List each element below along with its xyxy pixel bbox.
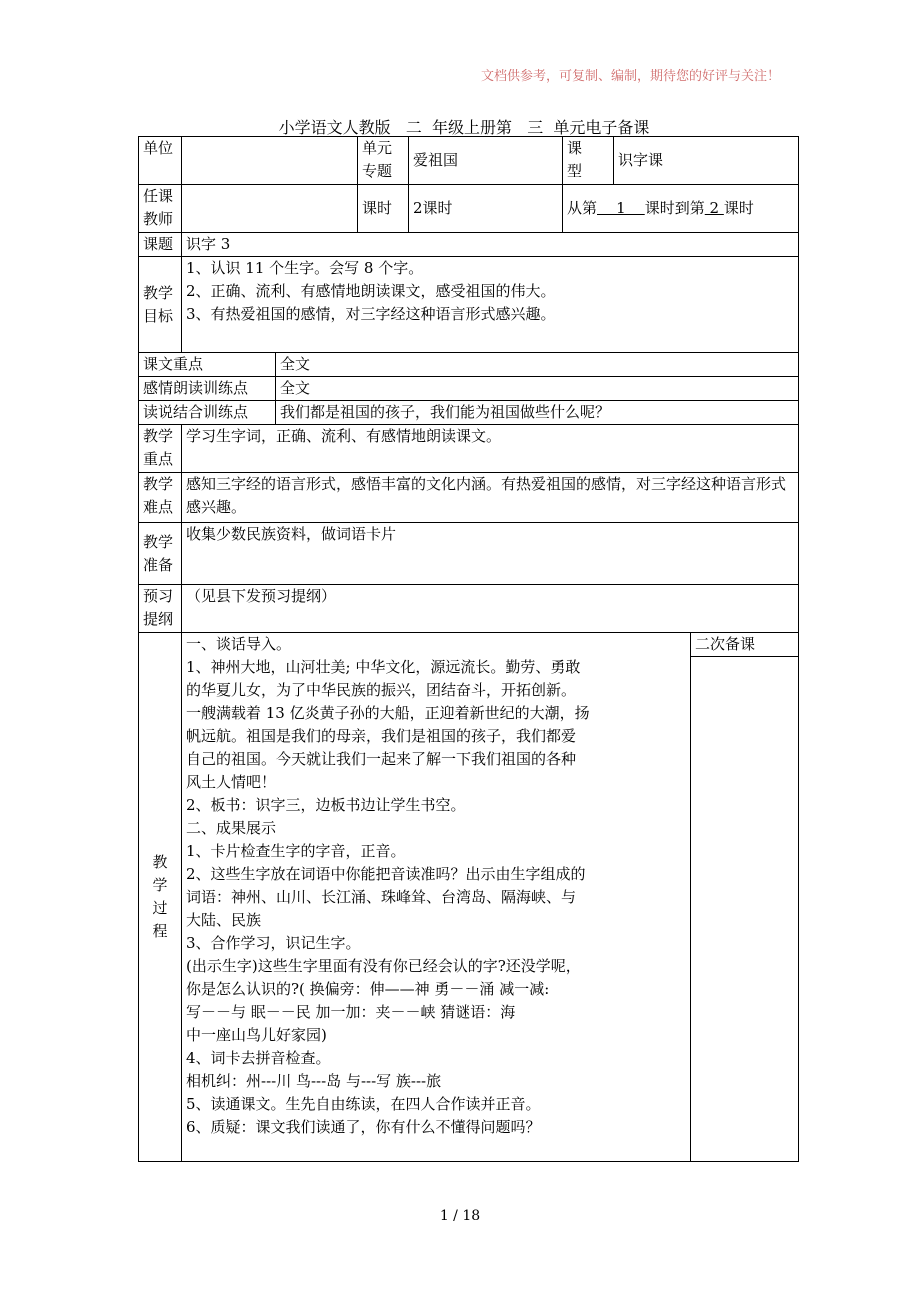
focus-label: 教学 重点 (139, 425, 182, 473)
period-range (563, 185, 799, 233)
prep-label: 教学 准备 (139, 523, 182, 585)
process-line: 2、板书：识字三，边板书边让学生书空。 (186, 796, 466, 814)
teacher-label: 任课 教师 (139, 185, 182, 233)
hours-value: 2课时 (409, 185, 563, 233)
watermark: 文档供参考，可复制、编制，期待您的好评与关注！ (480, 69, 780, 84)
process-line: 的华夏儿女，为了中华民族的振兴，团结奋斗，开拓创新。 (186, 681, 577, 699)
reading-label: 感情朗读训练点 (139, 377, 276, 401)
focus-value: 学习生字词，正确、流利、有感情地朗读课文。 (182, 425, 799, 473)
process-line: 中一座山鸟儿好家园) (186, 1026, 327, 1044)
period-end: 2 (704, 199, 724, 217)
process-line: 写－－与 眠－－民 加一加：夹－－峡 猜谜语：海 (186, 1003, 516, 1021)
document-title: 小学语文人教版 二 年级上册第 三 单元电子备课 (278, 118, 650, 137)
process-line: 词语：神州、山川、长江涌、珠峰耸、台湾岛、隔海峡、与 (186, 888, 577, 906)
page-number: 1 / 18 (439, 1208, 481, 1224)
key-text-label: 课文重点 (139, 353, 276, 377)
process-line: 一、谈话导入。 (186, 635, 292, 653)
unit-value (182, 137, 358, 185)
speaking-label: 读说结合训练点 (139, 401, 276, 425)
unit-label: 单位 (139, 137, 182, 185)
row-key-text (139, 353, 799, 377)
process-content (182, 633, 691, 1162)
lesson-value: 识字 3 (182, 233, 799, 257)
type-value: 识字课 (614, 137, 799, 185)
type-label: 课 型 (563, 137, 614, 185)
period-start: 1 (597, 199, 645, 217)
process-line: 4、词卡去拼音检查。 (186, 1049, 331, 1067)
lesson-plan-table (138, 136, 799, 1162)
speaking-value: 我们都是祖国的孩子，我们能为祖国做些什么呢？ (276, 401, 799, 425)
period-middle: 课时到第 (644, 199, 705, 217)
process-line: 风土人情吧！ (186, 773, 277, 791)
process-line: 1、神州大地，山河壮美; 中华文化，源远流长。勤劳、勇敢 (186, 658, 581, 676)
row-goals (139, 257, 799, 353)
preview-value: （见县下发预习提纲） (182, 585, 799, 633)
row-teacher (139, 185, 799, 233)
process-line: 帆远航。祖国是我们的母亲，我们是祖国的孩子，我们都爱 (186, 727, 577, 745)
goals-label: 教学 目标 (139, 257, 182, 353)
topic-value: 爱祖国 (409, 137, 563, 185)
process-line: 1、卡片检查生字的字音，正音。 (186, 842, 406, 860)
row-reading (139, 377, 799, 401)
row-prep (139, 523, 799, 585)
process-line: 6、质疑：课文我们读通了，你有什么不懂得问题吗？ (186, 1118, 541, 1136)
period-suffix: 课时 (723, 199, 754, 217)
key-text-value: 全文 (276, 353, 799, 377)
process-label: 教 学 过 程 (139, 633, 182, 1162)
process-line: 相机纠：州---川 鸟---岛 与---写 族---旅 (186, 1072, 442, 1090)
preview-label: 预习 提纲 (139, 585, 182, 633)
topic-label: 单元 专题 (358, 137, 409, 185)
row-preview (139, 585, 799, 633)
row-process (139, 633, 799, 1162)
row-focus (139, 425, 799, 473)
row-unit (139, 137, 799, 185)
process-line: 大陆、民族 (186, 911, 262, 929)
process-line: 一艘满载着 13 亿炎黄子孙的大船，正迎着新世纪的大潮，扬 (186, 704, 590, 722)
goals-value: 1、认识 11 个生字。会写 8 个字。 2、正确、流利、有感情地朗读课文，感受祖国的伟大。 3、有热爱祖国的感情，对三字经这种语言形式感兴趣。 (182, 257, 799, 353)
reading-value: 全文 (276, 377, 799, 401)
second-prep-label: 二次备课 (691, 633, 798, 657)
process-line: 二、成果展示 (186, 819, 277, 837)
row-lesson (139, 233, 799, 257)
process-line: (出示生字)这些生字里面有没有你已经会认的字?还没学呢， (186, 957, 581, 975)
difficulty-label: 教学 难点 (139, 473, 182, 523)
lesson-label: 课题 (139, 233, 182, 257)
hours-label: 课时 (358, 185, 409, 233)
second-prep-cell (691, 633, 799, 1162)
prep-value: 收集少数民族资料，做词语卡片 (182, 523, 799, 585)
process-line: 你是怎么认识的?( 换偏旁：伸——神 勇－－涌 减一减: (186, 980, 550, 998)
process-line: 2、这些生字放在词语中你能把音读准吗？出示由生字组成的 (186, 865, 586, 883)
process-line: 3、合作学习，识记生字。 (186, 934, 361, 952)
difficulty-value: 感知三字经的语言形式，感悟丰富的文化内涵。有热爱祖国的感情，对三字经这种语言形式感兴趣。 (182, 473, 799, 523)
teacher-value (182, 185, 358, 233)
process-line: 自己的祖国。今天就让我们一起来了解一下我们祖国的各种 (186, 750, 577, 768)
period-prefix: 从第 (567, 199, 598, 217)
process-line: 5、读通课文。生先自由练读，在四人合作读并正音。 (186, 1095, 541, 1113)
row-speaking (139, 401, 799, 425)
row-difficulty (139, 473, 799, 523)
